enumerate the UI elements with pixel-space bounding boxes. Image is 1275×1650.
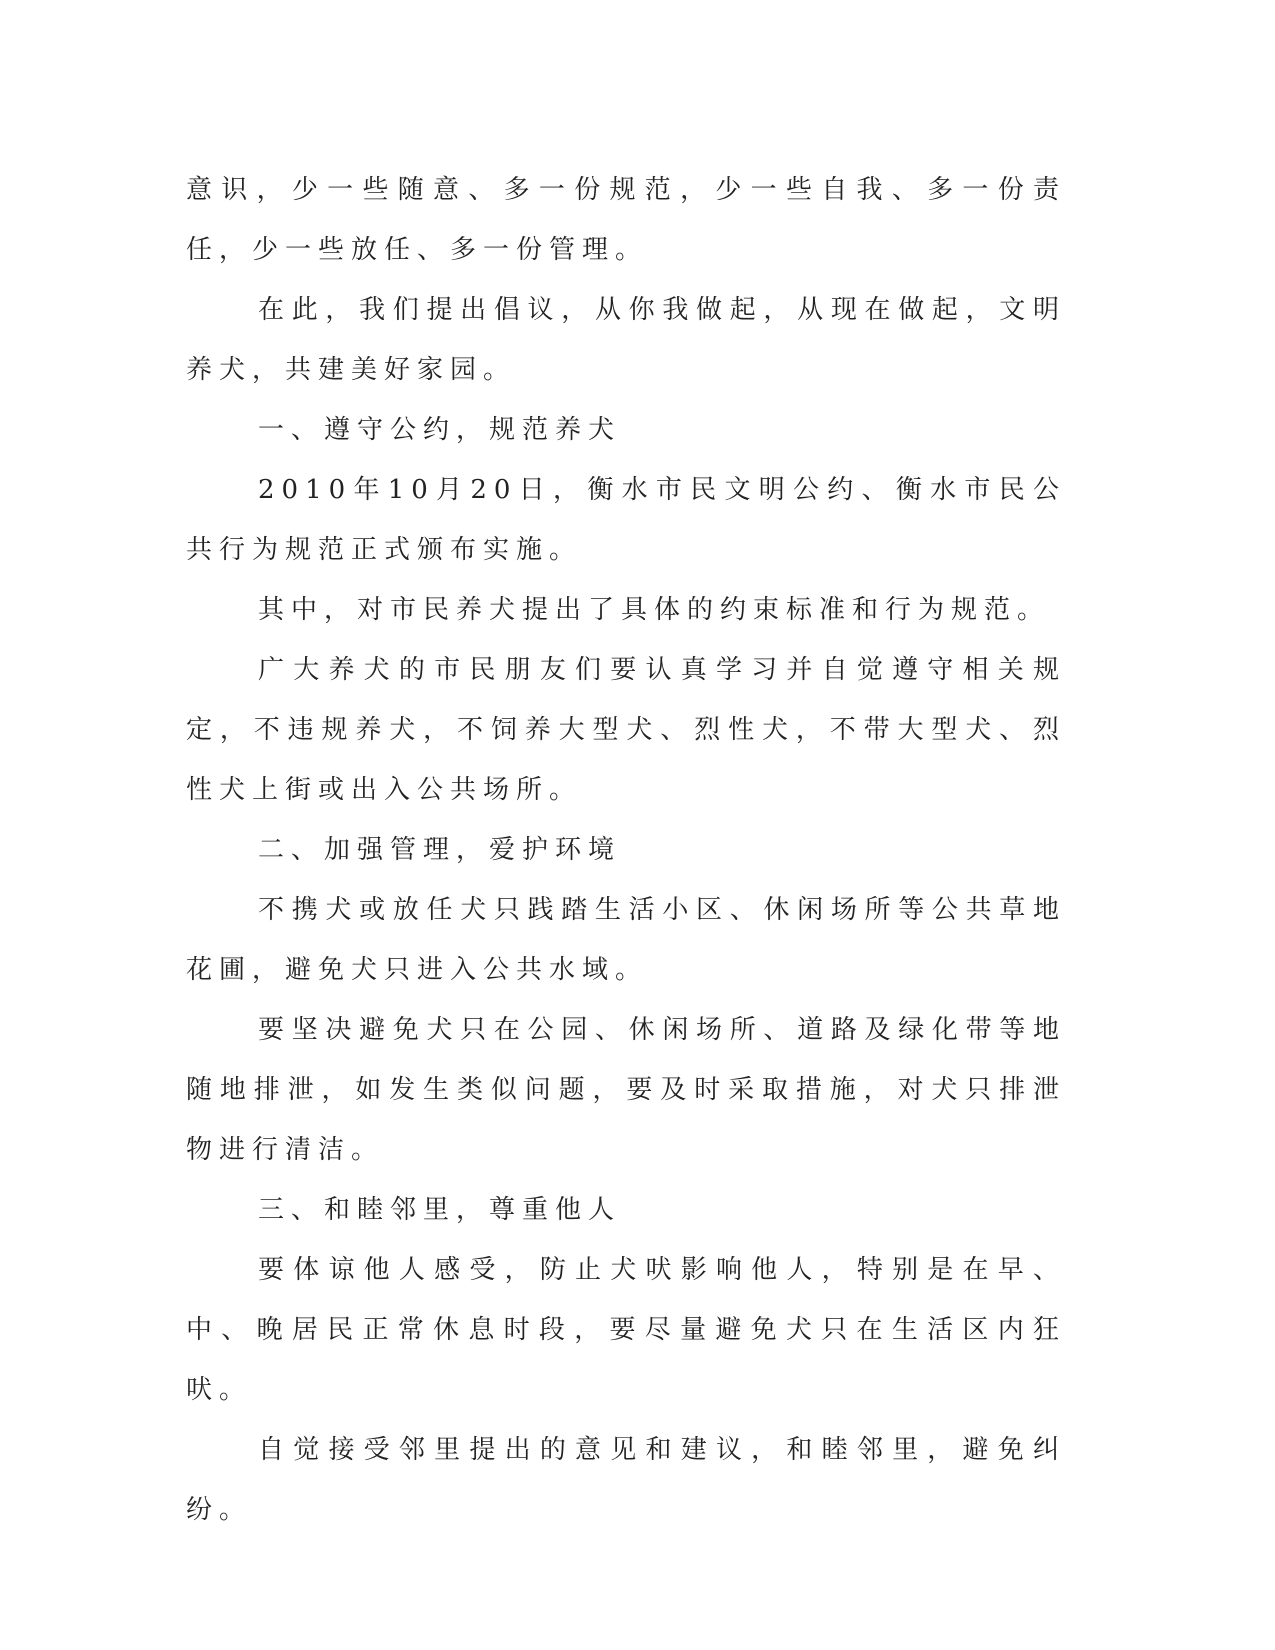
body-paragraph: 广大养犬的市民朋友们要认真学习并自觉遵守相关规定，不违规养犬，不饲养大型犬、烈性犬，不带大型犬、烈性犬上街或出入公共场所。 [186,655,1066,805]
document-body [186,160,1066,1540]
body-paragraph: 要坚决避免犬只在公园、休闲场所、道路及绿化带等地随地排泄，如发生类似问题，要及时采取措施，对犬只排泄物进行清洁。 [186,1015,1066,1165]
body-paragraph: 要体谅他人感受，防止犬吠影响他人，特别是在早、中、晚居民正常休息时段，要尽量避免犬只在生活区内狂吠。 [186,1255,1066,1405]
section-heading: 三、和睦邻里，尊重他人 [258,1195,622,1225]
body-paragraph: 意识，少一些随意、多一份规范，少一些自我、多一份责任，少一些放任、多一份管理。 [186,175,1066,265]
section-heading: 一、遵守公约，规范养犬 [258,415,622,445]
body-paragraph: 2010年10月20日，衡水市民文明公约、衡水市民公共行为规范正式颁布实施。 [186,475,1066,565]
body-paragraph: 其中，对市民养犬提出了具体的约束标准和行为规范。 [258,595,1051,625]
body-paragraph: 在此，我们提出倡议，从你我做起，从现在做起，文明养犬，共建美好家园。 [186,295,1066,385]
section-heading: 二、加强管理，爱护环境 [258,835,622,865]
body-paragraph: 自觉接受邻里提出的意见和建议，和睦邻里，避免纠纷。 [186,1435,1066,1525]
body-paragraph: 不携犬或放任犬只践踏生活小区、休闲场所等公共草地花圃，避免犬只进入公共水域。 [186,895,1066,985]
